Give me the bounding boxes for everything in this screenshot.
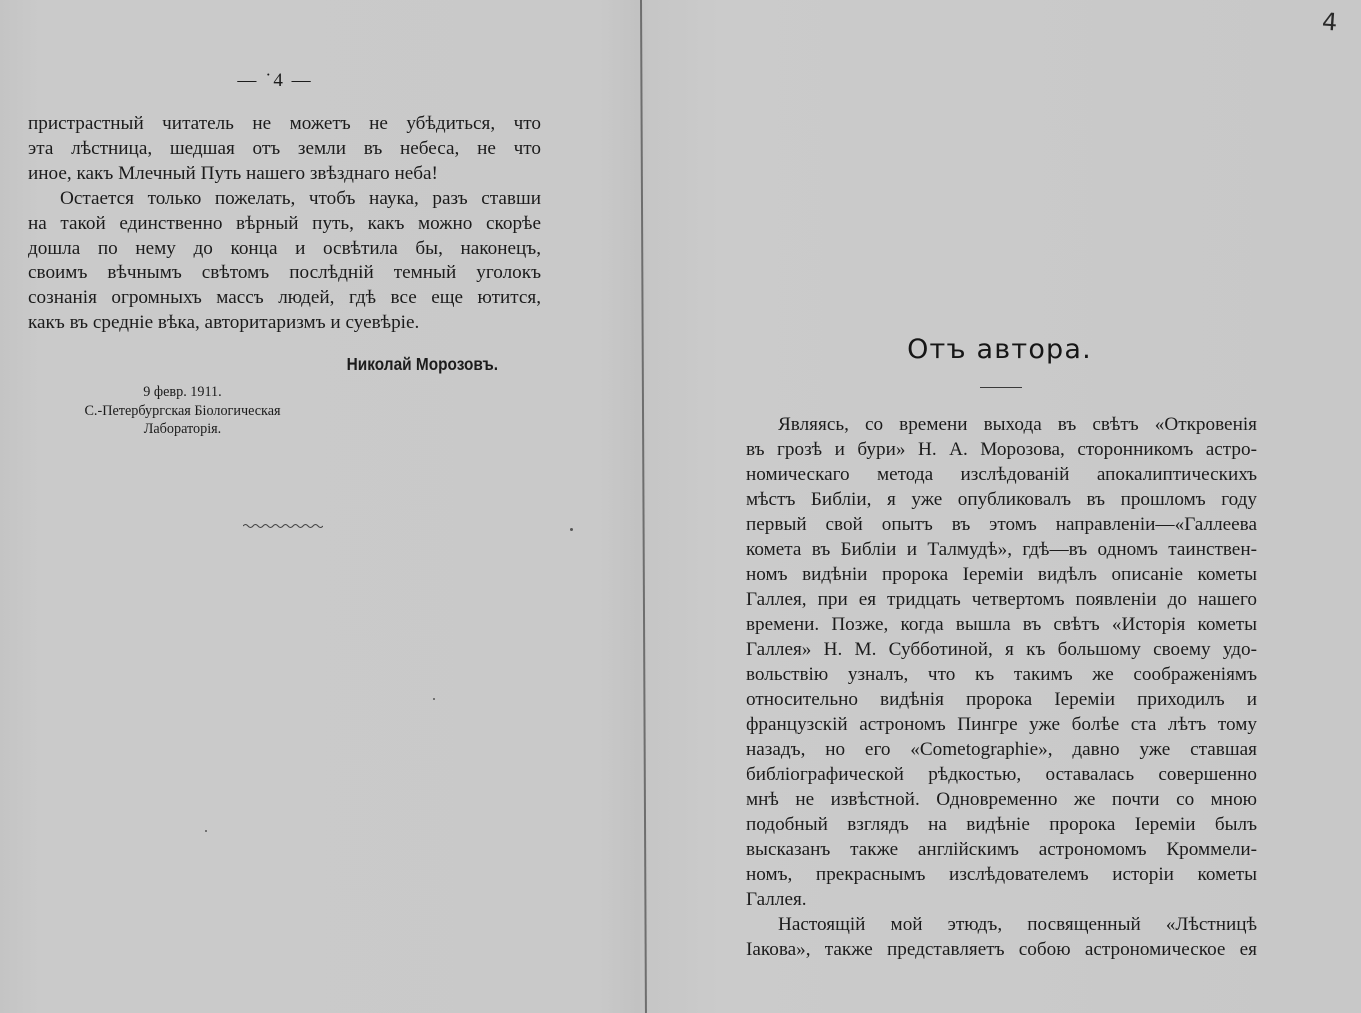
text-line: Являясь, со времени выхода въ свѣтъ «Откровенія [778,414,1257,435]
handwritten-page-number: 4 [1321,7,1339,37]
left-page [0,0,640,1013]
text-line: времени. Позже, когда вышла въ свѣтъ «Исторія кометы [746,614,1257,635]
text-line: подобный взглядъ на видѣніе пророка Іереміи былъ [746,814,1257,835]
text-line: относительно видѣнія пророка Іереміи приходилъ и [746,689,1257,710]
text-line: какъ въ средніе вѣка, авторитаризмъ и суевѣріе. [28,312,420,334]
wavy-divider [243,522,323,530]
author-signature: Николай Морозовъ. [346,354,498,374]
text-line: мѣстъ Библіи, я уже опубликовалъ въ прошломъ году [746,489,1257,510]
text-line: французскій астрономъ Пингре уже болѣе ста лѣтъ тому [746,714,1257,735]
right-body-text [746,412,1257,962]
text-line: эта лѣстница, шедшая отъ земли въ небеса, не что [28,137,541,159]
text-line: назадъ, но его «Cometographie», давно уже ставшая [746,739,1257,760]
text-line: Галлея» Н. М. Субботиной, я къ большому своему удо- [746,639,1257,660]
text-line: Галлея, при ея тридцать четвертомъ появленіи до нашего [746,589,1257,610]
text-line: вольствію узналъ, что къ такимъ же соображеніямъ [746,664,1257,685]
text-line: на такой единственно вѣрный путь, какъ можно скорѣе [28,212,541,234]
paper-speck [205,830,207,832]
text-line: въ грозѣ и бури» Н. А. Морозова, сторонникомъ астро- [746,439,1257,460]
text-line: Іакова», также представляетъ собою астрономическое ея [746,939,1257,960]
paper-speck [570,528,573,531]
right-page [642,0,1361,1013]
text-line: комета въ Библіи и Талмудѣ», гдѣ—въ одномъ таинствен- [746,539,1257,560]
left-body-text [28,112,541,336]
text-line: Остается только пожелать, чтобъ наука, разъ ставши [60,187,541,209]
place-line: С.-Петербургская Біологическая [84,402,281,419]
text-line: сознанiя огромныхъ массъ людей, гдѣ все еще ютится, [28,287,541,309]
date: 9 февр. 1911. [143,384,222,400]
place-line: Лабораторія. [143,421,222,437]
dateline [60,383,305,439]
text-line: иное, какъ Млечный Путь нашего звѣзднаго неба! [28,162,438,184]
heading-rule [980,387,1022,388]
text-line: номическаго метода изслѣдованій апокалиптическихъ [746,464,1257,485]
text-line: номъ видѣніи пророка Іереміи видѣлъ описаніе кометы [746,564,1257,585]
paper-speck [433,698,435,700]
page-number: — ˙4 — [237,70,313,91]
text-line: первый свой опытъ въ этомъ направленіи—«Галлеева [746,514,1257,535]
text-line: библіографической рѣдкостью, оставалась совершенно [746,764,1257,785]
text-line: номъ, прекраснымъ изслѣдователемъ исторіи кометы [746,864,1257,885]
text-line: Настоящій мой этюдъ, посвященный «Лѣстницѣ [778,914,1257,935]
text-line: пристрастный читатель не можетъ не убѣдиться, что [28,113,541,134]
text-line: высказанъ также англійскимъ астрономомъ Кроммели- [746,839,1257,860]
chapter-heading: Отъ автора. [907,334,1092,365]
text-line: дошла по нему до конца и освѣтила бы, наконецъ, [28,237,541,259]
text-line: мнѣ не извѣстной. Одновременно же почти со мною [746,789,1257,810]
text-line: своимъ вѣчнымъ свѣтомъ послѣднiй темный уголокъ [28,262,541,284]
text-line: Галлея. [746,889,807,910]
